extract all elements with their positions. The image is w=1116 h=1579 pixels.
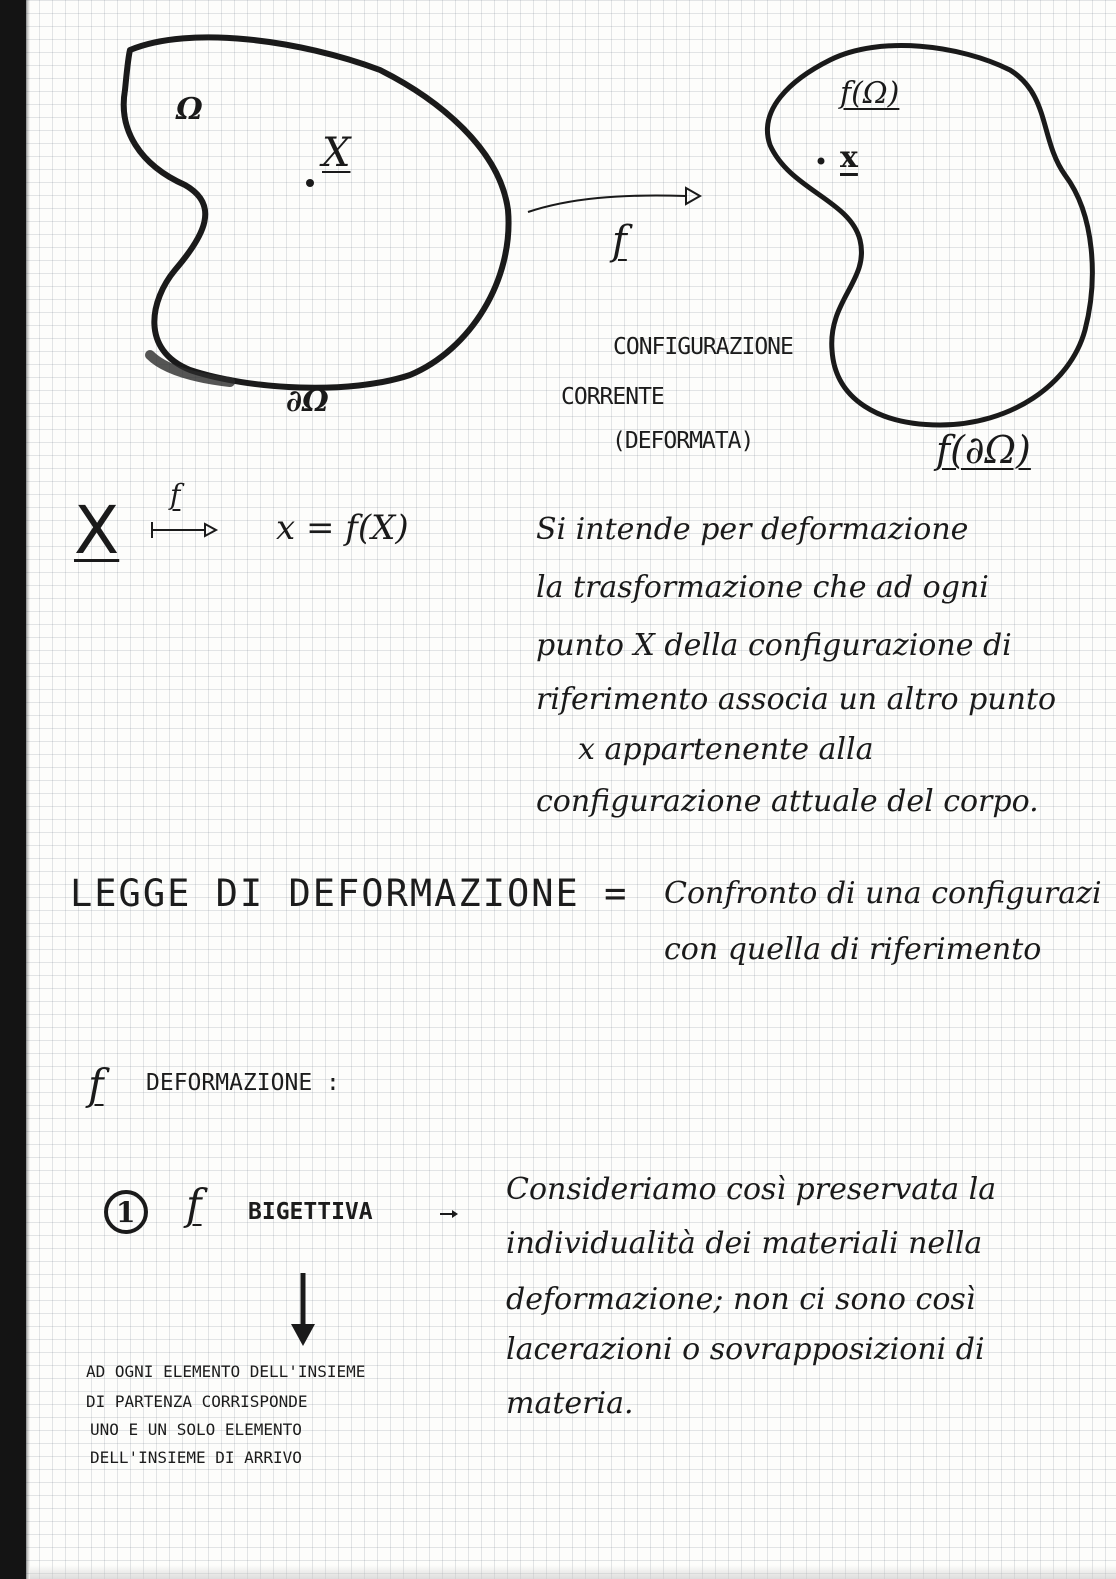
config-caption-line-2: CORRENTE: [561, 384, 664, 410]
deformation-symbol: f: [88, 1060, 104, 1109]
config-caption-line-1: CONFIGURAZIONE: [613, 334, 793, 360]
law-line-2: con quella di riferimento: [664, 932, 1042, 967]
definition-line-3: punto X della configurazione di: [536, 628, 1012, 663]
bijection-note-line-4: DELL'INSIEME DI ARRIVO: [90, 1448, 302, 1467]
bijection-note-line-3: UNO E UN SOLO ELEMENTO: [90, 1420, 302, 1439]
deformed-point-dot: [818, 158, 825, 165]
explanation-line-3: deformazione; non ci sono così: [506, 1282, 976, 1317]
explanation-line-4: lacerazioni o sovrapposizioni di: [506, 1332, 985, 1367]
law-title: LEGGE DI DEFORMAZIONE =: [70, 872, 629, 915]
bijection-note-line-1: AD OGNI ELEMENTO DELL'INSIEME: [86, 1362, 366, 1381]
map-label: f: [612, 218, 627, 264]
deformed-boundary-label: f(∂Ω): [936, 428, 1031, 472]
reference-point-label: X: [322, 130, 351, 176]
map-arrow-head: [686, 188, 700, 204]
mapsto-arrow-head: [205, 524, 216, 536]
property-label: BIGETTIVA: [248, 1199, 373, 1225]
map-arrow-line: [528, 196, 686, 212]
deformed-region-label: f(Ω): [840, 76, 900, 111]
explanation-line-2: individualità dei materiali nella: [506, 1226, 983, 1261]
implies-arrow-head: [452, 1210, 458, 1218]
mapsto-label: f: [170, 478, 181, 511]
law-line-1: Confronto di una configurazi: [664, 876, 1102, 911]
deformation-label: DEFORMAZIONE :: [146, 1070, 340, 1096]
reference-configuration-outline: [124, 37, 509, 387]
definition-line-4: riferimento associa un altro punto: [536, 682, 1057, 717]
definition-line-2: la trasformazione che ad ogni: [536, 570, 989, 605]
definition-line-5: x appartenente alla: [578, 732, 874, 767]
config-caption-line-3: (DEFORMATA): [612, 428, 754, 454]
property-number: 1: [116, 1196, 136, 1229]
domain-symbol: X: [74, 492, 120, 569]
deformed-point-label: x: [840, 140, 858, 175]
explanation-line-1: Consideriamo così preservata la: [506, 1172, 997, 1207]
bijection-note-line-2: DI PARTENZA CORRISPONDE: [86, 1392, 308, 1411]
reference-boundary-label: ∂Ω: [286, 384, 329, 419]
property-symbol: f: [186, 1180, 202, 1229]
down-arrow-head: [291, 1324, 315, 1346]
reference-region-label: Ω: [176, 92, 203, 127]
deformed-configuration-outline: [767, 46, 1092, 425]
definition-line-1: Si intende per deformazione: [536, 512, 969, 547]
mapping-formula: x = f(X): [276, 508, 409, 548]
explanation-line-5: materia.: [506, 1386, 634, 1421]
reference-point-dot: [306, 179, 314, 187]
definition-line-6: configurazione attuale del corpo.: [536, 784, 1039, 819]
